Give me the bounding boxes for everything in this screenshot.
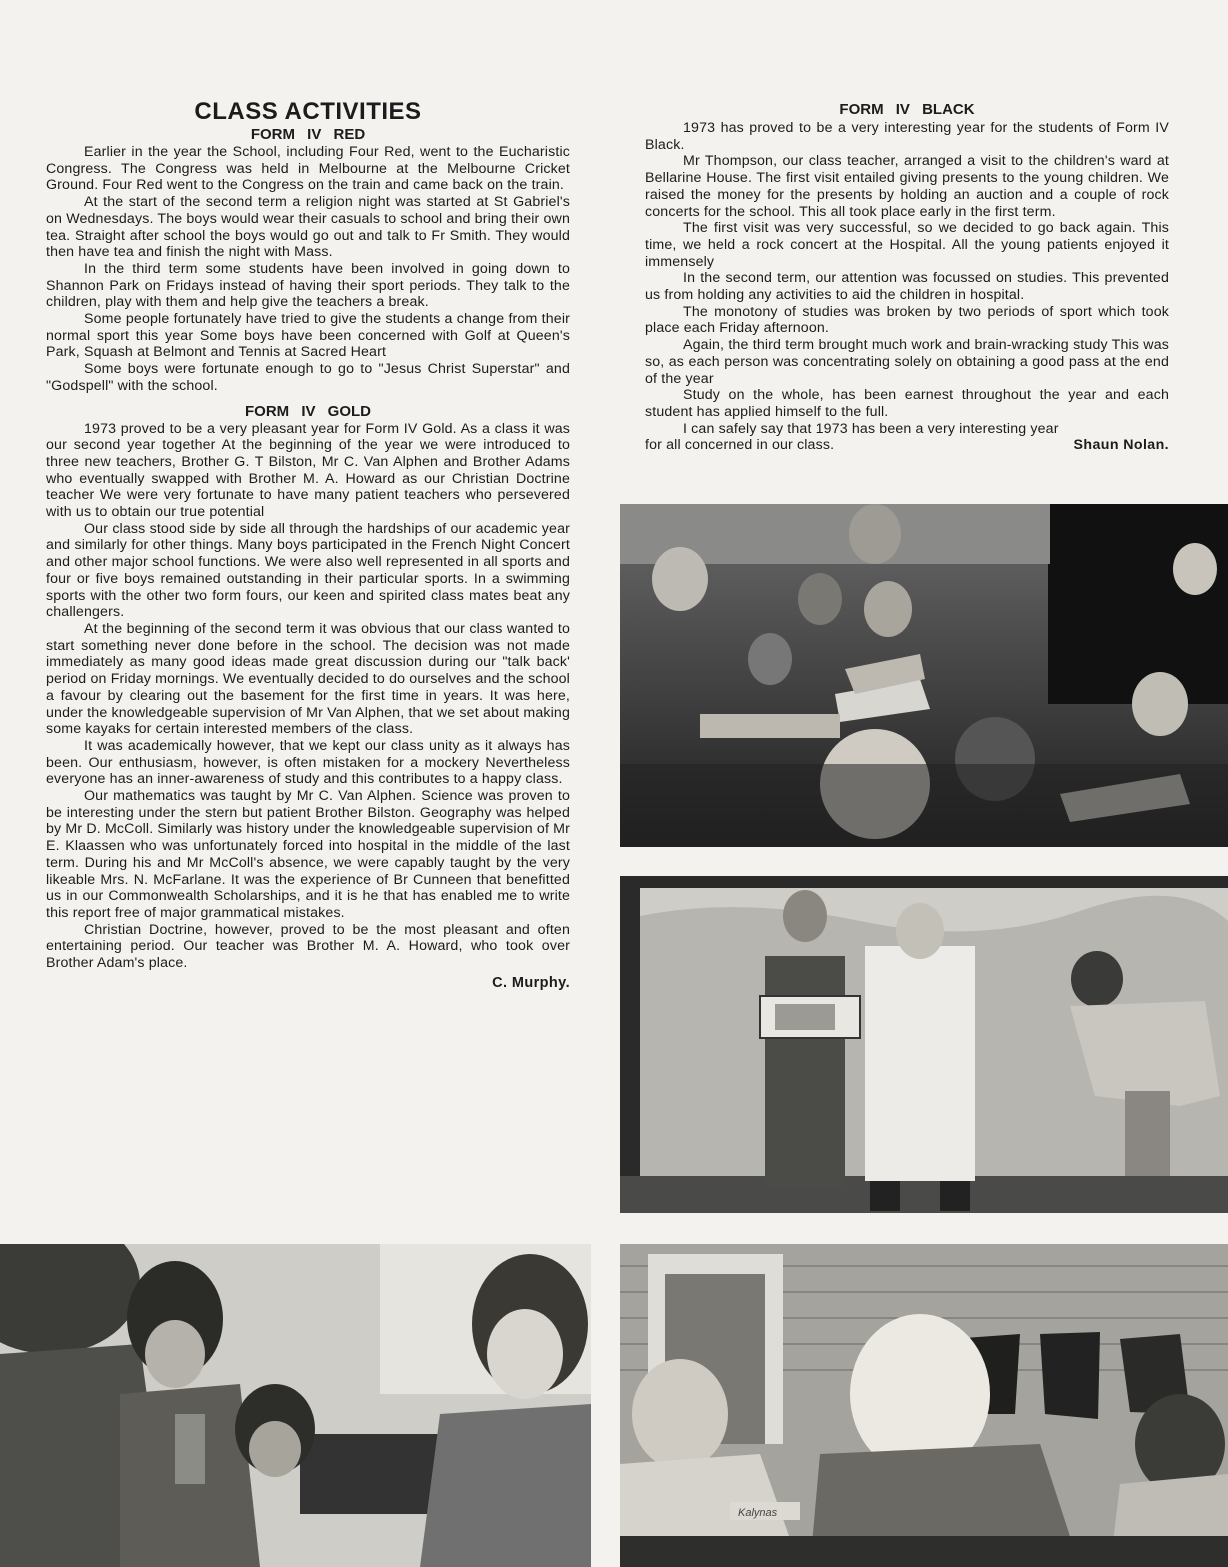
- gold-paragraph: Christian Doctrine, however, proved to be the most pleasant and often entertaining period. Our teacher was Brother M. A. Howard, who took over Brother Adam's place.: [46, 921, 570, 972]
- section-heading-gold: FORM IV GOLD: [245, 402, 371, 420]
- left-column: [46, 98, 570, 994]
- red-paragraph: Some boys were fortunate enough to go to "Jesus Christ Superstar" and "Godspell" with the school.: [46, 361, 570, 394]
- red-paragraph: In the third term some students have been involved in going down to Shannon Park on Fridays instead of having their sport periods. They talk to the children, play with them and help give the teachers a break.: [46, 260, 570, 311]
- red-paragraph: Some people fortunately have tried to give the students a change from their normal sport this year Some boys have been concerned with Golf at Queen's Park, Squash at Belmont and Tennis at Sacred Heart: [46, 311, 570, 361]
- black-paragraph: In the second term, our attention was focussed on studies. This prevented us from holding any activities to aid the children in hospital.: [645, 270, 1169, 304]
- black-final-line-text: for all concerned in our class.: [645, 437, 835, 454]
- gold-signature: C. Murphy.: [492, 974, 570, 991]
- black-paragraph: Mr Thompson, our class teacher, arranged a visit to the children's ward at Bellarine House. The first visit entailed giving presents to the young children. We raised the money for the presents by holding an auction and a couple of rock concerts for the school. This all took place early in the first term.: [645, 153, 1169, 220]
- black-signature: Shaun Nolan.: [1073, 437, 1169, 454]
- study-room-photo: [620, 1244, 1228, 1567]
- section-heading-red: FORM IV RED: [250, 126, 366, 143]
- red-paragraph: Earlier in the year the School, including Four Red, went to the Eucharistic Congress. The Congress was held in Melbourne at the Melbourne Cricket Ground. Four Red went to the Congress on the train and came back on the train.: [46, 144, 570, 194]
- black-final-line: [645, 437, 1169, 454]
- stage-play-photo: [620, 876, 1228, 1213]
- red-paragraph: At the start of the second term a religion night was started at St Gabriel's on Wednesdays. The boys would wear their casuals to school and bring their own tea. Straight after school the boys would go out and talk to Fr Smith. They would then have tea and finish the night with Mass.: [46, 194, 570, 261]
- black-paragraph-final: I can safely say that 1973 has been a very interesting year: [683, 420, 1059, 437]
- classroom-photo: [620, 504, 1228, 847]
- page-title: CLASS ACTIVITIES: [194, 98, 422, 125]
- gold-paragraph: Our class stood side by side all through the hardships of our academic year and similarly for other things. Many boys participated in the French Night Concert and other major school functions. We were also well represented in all sports and four or five boys remained outstanding in their particular sports. In a swimming sports with the other two form fours, our keen and spirited class mates beat any challengers.: [46, 520, 570, 621]
- black-paragraph: The first visit was very successful, so we decided to go back again. This time, we held a rock concert at the Hospital. All the young patients enjoyed it immensely: [645, 220, 1169, 270]
- science-class-photo: [0, 1244, 591, 1567]
- black-paragraph: 1973 has proved to be a very interesting year for the students of Form IV Black.: [645, 120, 1169, 153]
- black-paragraph: Again, the third term brought much work and brain-wracking study This was so, as each person was concentrating solely on obtaining a good pass at the end of the year: [645, 337, 1169, 387]
- classroom-sign-text: Kalynas: [738, 1507, 778, 1519]
- gold-paragraph: At the beginning of the second term it was obvious that our class wanted to start something never done before in the school. The decision was not made immediately as many good ideas made great discussion during our "talk back' period on Friday mornings. We eventually decided to do ourselves and the school a favour by clearing out the basement for the first time in years. It was here, under the knowledgeable supervision of Mr Van Alphen, that we set about making some kayaks for certain interested members of the class.: [46, 620, 570, 738]
- right-column: [645, 100, 1169, 454]
- black-paragraph: Study on the whole, has been earnest throughout the year and each student has applied himself to the full.: [645, 387, 1169, 420]
- gold-paragraph: It was academically however, that we kept our class unity as it always has been. Our enthusiasm, however, is often mistaken for a mockery Nevertheless everyone has an inner-awareness of study and this contributes to a happy class.: [46, 737, 570, 788]
- black-paragraph: The monotony of studies was broken by two periods of sport which took place each Friday afternoon.: [645, 303, 1169, 337]
- gold-paragraph: 1973 proved to be a very pleasant year for Form IV Gold. As a class it was our second year together At the beginning of the year we were introduced to three new teachers, Brother G. T Bilston, Mr C. Van Alphen and Brother Adams who eventually swapped with Brother M. A. Howard as our Christian Doctrine teacher We were very fortunate to have many patient teachers who persevered with us to obtain our true potential: [46, 420, 570, 521]
- gold-paragraph: Our mathematics was taught by Mr C. Van Alphen. Science was proven to be interesting under the stern but patient Brother Bilston. Geography was helped by Mr D. McColl. Similarly was history under the knowledgeable supervision of Mr E. Klaassen who was unfortunately forced into hospital in the middle of the last term. During his and Mr McColl's absence, we were capably taught by the very likeable Mrs. N. McFarlane. It was the experience of Br Cunneen that benefitted us in our Commonwealth Scholarships, and it is he that has enabled me to write this report free of major grammatical mistakes.: [46, 788, 570, 921]
- section-heading-black: FORM IV BLACK: [839, 101, 975, 118]
